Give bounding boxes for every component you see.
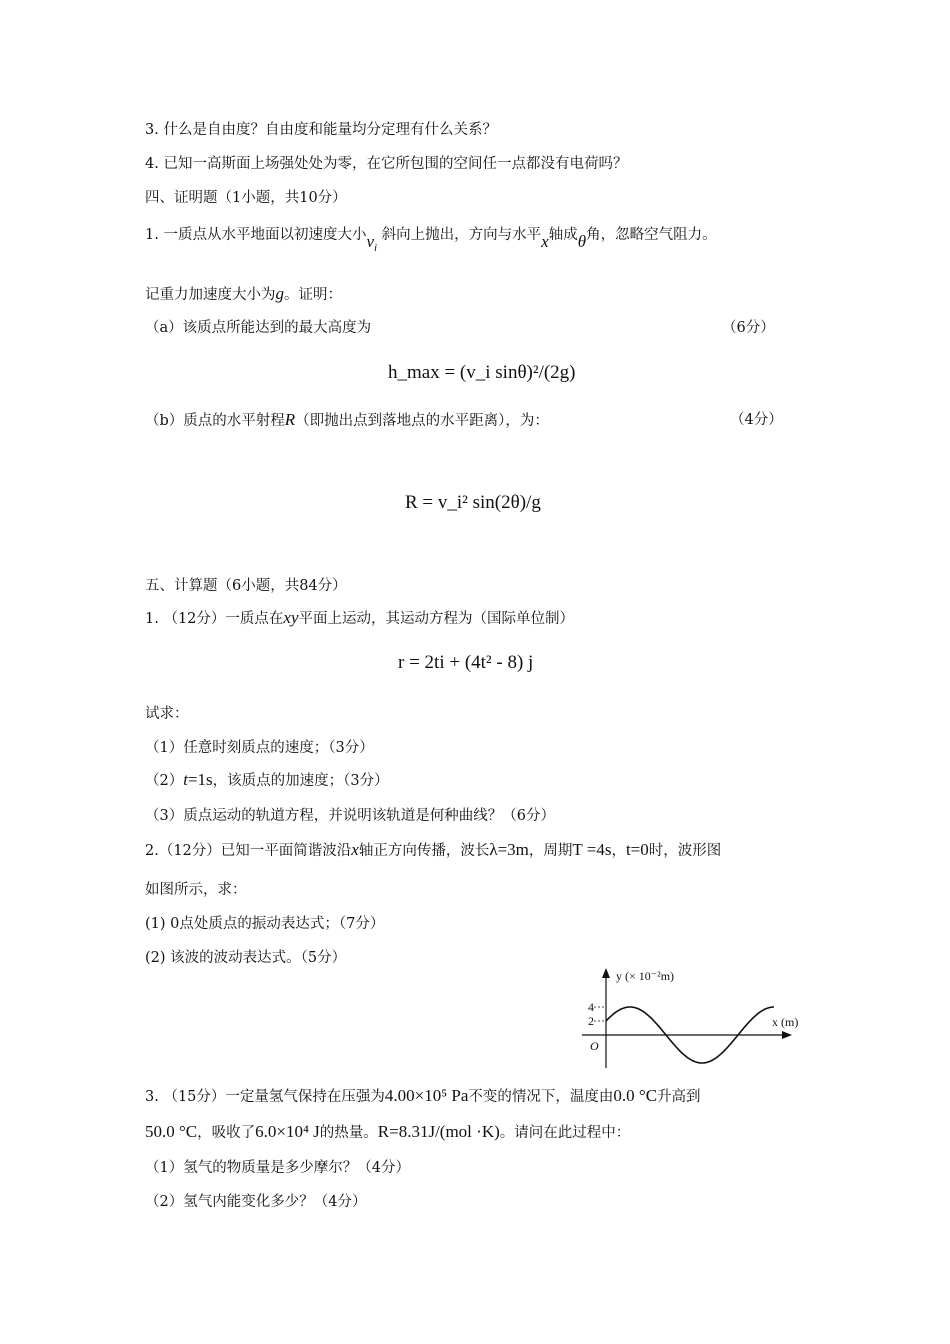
calc-3-text-b: 不变的情况下，温度由 <box>468 1089 614 1105</box>
y-axis-arrow <box>602 968 610 978</box>
calc-1-line-1 <box>145 608 574 629</box>
wave-graph <box>560 962 810 1074</box>
value-lambda: λ=3m <box>489 840 529 859</box>
calc-1-part-3: （3）质点运动的轨道方程，并说明该轨道是何种曲线？（6分） <box>145 808 555 824</box>
value-t0: t=0 <box>625 840 649 859</box>
equation-range-text: R = v_i² sin(2θ)/g <box>405 492 541 513</box>
equation-motion <box>398 652 533 674</box>
proof-line-2 <box>145 284 342 305</box>
proof-part-b <box>145 410 549 431</box>
equation-h-max-text: h_max = (v_i sinθ)²/(2g) <box>388 362 576 383</box>
proof-part-a: （a）该质点所能达到的最大高度为 <box>145 320 372 336</box>
section-4-title: 四、证明题（1小题，共10分） <box>145 190 347 206</box>
calc-3-text-f: 。请问在此过程中： <box>499 1125 631 1141</box>
equation-range <box>405 492 541 514</box>
value-1s: =1s <box>187 770 213 789</box>
question-4-gauss: 4. 已知一高斯面上场强处处为零，在它所包围的空间任一点都没有电荷吗？ <box>145 156 628 172</box>
calc-2-part-1: (1) 0点处质点的振动表达式；（7分） <box>145 916 385 932</box>
calc-2-line-2: 如图所示，求： <box>145 882 247 898</box>
calc-3-part-2: （2）氢气内能变化多少？（4分） <box>145 1194 367 1210</box>
calc-3-line-2 <box>145 1122 630 1143</box>
origin-label: O <box>590 1039 599 1053</box>
calc-1-part-2-prefix: （2） <box>145 773 184 789</box>
tick-label-2: 2 <box>588 1014 594 1028</box>
symbol-R: R <box>284 410 296 429</box>
value-period: T =4s <box>572 840 612 859</box>
symbol-theta: θ <box>577 232 587 251</box>
symbol-g: g <box>275 284 284 303</box>
calc-3-part-1: （1）氢气的物质量是多少摩尔？（4分） <box>145 1160 410 1176</box>
question-3-freedom: 3. 什么是自由度？自由度和能量均分定理有什么关系？ <box>145 122 497 138</box>
calc-3-text-a: 3. （15分）一定量氢气保持在压强为 <box>145 1089 385 1105</box>
proof-text-f: 。证明： <box>284 287 342 303</box>
value-pressure: 4.00×10⁵ Pa <box>384 1086 469 1105</box>
symbol-i: i <box>374 242 378 254</box>
y-axis-label: y (× 10⁻²m) <box>616 969 675 983</box>
calc-1-text-b: 平面上运动，其运动方程为（国际单位制） <box>298 611 574 627</box>
proof-text-c: 轴成 <box>548 227 578 243</box>
calc-2-text-d: ， <box>611 843 626 859</box>
equation-motion-text: r = 2ti + (4t² - 8) j <box>398 652 534 673</box>
section-5-title: 五、计算题（6小题，共84分） <box>145 578 347 594</box>
proof-part-b-text-a: （b）质点的水平射程 <box>145 413 285 429</box>
calc-2-part-2: (2) 该波的波动表达式。（5分） <box>145 950 347 966</box>
value-heat: 6.0×10⁴ J <box>255 1122 320 1141</box>
proof-text-d: 角，忽略空气阻力。 <box>586 227 717 243</box>
x-axis-arrow <box>782 1031 792 1039</box>
tick-label-4: 4 <box>588 1000 594 1014</box>
symbol-xy: xy <box>283 608 299 627</box>
symbol-t: t <box>183 770 188 789</box>
calc-1-part-2-text: ，该质点的加速度；（3分） <box>212 773 389 789</box>
calc-3-text-e: 的热量。 <box>319 1125 378 1141</box>
equation-h-max <box>388 362 576 384</box>
proof-part-b-score: （4分） <box>730 412 783 428</box>
proof-part-b-text-b: （即抛出点到落地点的水平距离），为： <box>295 413 549 429</box>
symbol-v: v <box>366 232 374 251</box>
proof-line-1 <box>145 224 717 254</box>
proof-part-a-score: （6分） <box>722 320 775 336</box>
calc-3-text-d: ，吸收了 <box>197 1125 256 1141</box>
calc-1-part-1: （1）任意时刻质点的速度；（3分） <box>145 740 374 756</box>
calc-2-text-e: 时，波形图 <box>648 843 722 859</box>
value-t2: 50.0 °C <box>145 1122 198 1141</box>
calc-1-part-2 <box>145 770 389 791</box>
calc-3-line-1 <box>145 1086 701 1107</box>
value-gas-constant: R=8.31J/(mol ·K) <box>377 1122 500 1141</box>
calc-2-text-c: ，周期 <box>528 843 573 859</box>
symbol-x: x <box>541 232 549 251</box>
calc-1-text-a: 1. （12分）一质点在 <box>145 611 284 627</box>
x-axis-label: x (m) <box>772 1015 799 1029</box>
calc-3-text-c: 升高到 <box>657 1089 701 1105</box>
proof-text-a: 1. 一质点从水平地面以初速度大小 <box>145 227 367 243</box>
value-t1: 0.0 °C <box>613 1086 658 1105</box>
calc-1-ask: 试求： <box>145 706 189 722</box>
proof-text-e: 记重力加速度大小为 <box>145 287 276 303</box>
calc-2-text-a: 2.（12分）已知一平面简谐波沿 <box>145 843 352 859</box>
proof-text-b: 斜向上抛出，方向与水平 <box>381 227 542 243</box>
symbol-x-axis: x <box>351 840 359 859</box>
calc-2-text-b: 轴正方向传播，波长 <box>358 843 490 859</box>
calc-2-line-1 <box>145 840 721 861</box>
